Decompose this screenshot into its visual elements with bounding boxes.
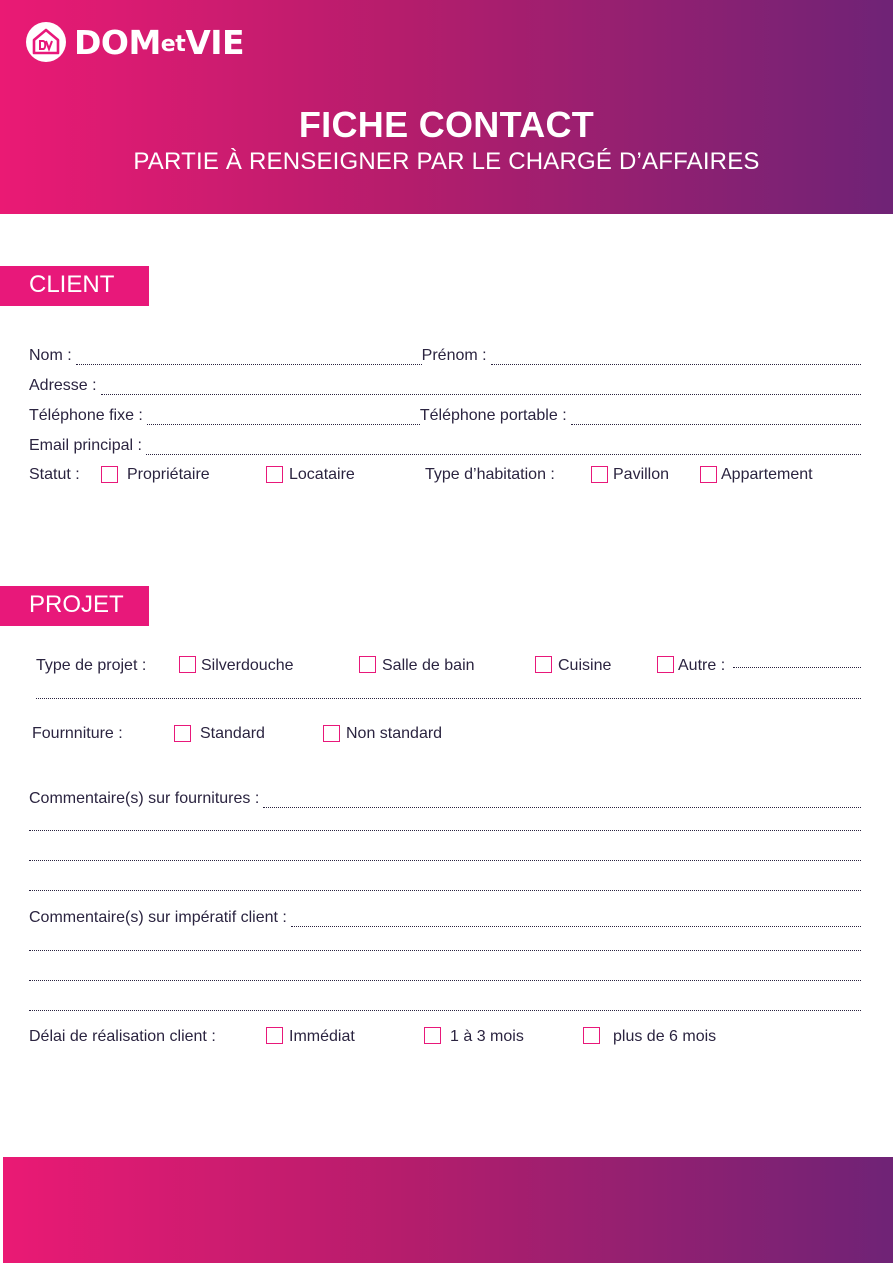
immediat-label: Immédiat (289, 1028, 355, 1045)
header-banner (0, 0, 893, 214)
type-projet-label: Type de projet : (36, 657, 147, 674)
checkbox-autre[interactable] (657, 656, 674, 673)
pavillon-label: Pavillon (613, 466, 670, 483)
checkbox-non-standard[interactable] (323, 725, 340, 742)
delai-label: Délai de réalisation client : (29, 1028, 216, 1045)
type-projet-extra-line[interactable] (36, 698, 861, 699)
checkbox-immediat[interactable] (266, 1027, 283, 1044)
standard-label: Standard (200, 725, 265, 742)
commentaire-imperatif-field[interactable] (291, 912, 861, 927)
cuisine-label: Cuisine (558, 657, 612, 674)
tel-fixe-field[interactable] (147, 410, 420, 425)
commentaire-fournitures-row (29, 786, 861, 808)
commentaire-fournitures-label: Commentaire(s) sur fournitures : (29, 790, 260, 807)
checkbox-silverdouche[interactable] (179, 656, 196, 673)
nom-label: Nom : (29, 347, 72, 364)
page-title: FICHE CONTACT (298, 104, 595, 145)
locataire-label: Locataire (289, 466, 355, 483)
appartement-label: Appartement (721, 466, 813, 483)
tel-portable-field[interactable] (571, 410, 861, 425)
checkbox-pavillon[interactable] (591, 466, 608, 483)
nom-field[interactable] (76, 350, 422, 365)
logo-text: DOMetVIE (74, 22, 245, 62)
email-field[interactable] (146, 440, 861, 455)
prenom-label: Prénom : (421, 347, 487, 364)
brand-logo (26, 19, 244, 65)
checkbox-salle-de-bain[interactable] (359, 656, 376, 673)
adresse-field[interactable] (101, 380, 861, 395)
statut-label: Statut : (29, 466, 80, 483)
habitation-label: Type d’habitation : (425, 466, 555, 483)
checkbox-plus-de-6-mois[interactable] (583, 1027, 600, 1044)
commentaire-fournitures-line-3[interactable] (29, 860, 861, 861)
section-tab-projet: PROJET (0, 586, 149, 626)
commentaire-imperatif-label: Commentaire(s) sur impératif client : (29, 909, 287, 926)
commentaire-imperatif-line-2[interactable] (29, 950, 861, 951)
section-tab-client: CLIENT (0, 266, 149, 306)
silverdouche-label: Silverdouche (201, 657, 294, 674)
prenom-field[interactable] (491, 350, 861, 365)
autre-field[interactable] (733, 667, 861, 668)
page-subtitle: PARTIE À RENSEIGNER PAR LE CHARGÉ D’AFFAIRES (133, 148, 760, 175)
commentaire-fournitures-line-2[interactable] (29, 830, 861, 831)
commentaire-fournitures-line-4[interactable] (29, 890, 861, 891)
salle-de-bain-label: Salle de bain (382, 657, 475, 674)
fourniture-label: Fournniture : (32, 725, 123, 742)
email-row (29, 433, 861, 455)
autre-label: Autre : (678, 657, 726, 674)
commentaire-imperatif-line-3[interactable] (29, 980, 861, 981)
commentaire-imperatif-line-4[interactable] (29, 1010, 861, 1011)
commentaire-fournitures-field[interactable] (263, 793, 861, 808)
non-standard-label: Non standard (346, 725, 443, 742)
house-logo-icon (26, 22, 66, 62)
telephone-row (29, 403, 861, 425)
checkbox-1-a-3-mois[interactable] (424, 1027, 441, 1044)
tel-fixe-label: Téléphone fixe : (29, 407, 143, 424)
adresse-row (29, 373, 861, 395)
checkbox-cuisine[interactable] (535, 656, 552, 673)
tel-portable-label: Téléphone portable : (419, 407, 567, 424)
checkbox-appartement[interactable] (700, 466, 717, 483)
checkbox-standard[interactable] (174, 725, 191, 742)
email-label: Email principal : (29, 437, 142, 454)
1-a-3-mois-label: 1 à 3 mois (450, 1028, 524, 1045)
checkbox-locataire[interactable] (266, 466, 283, 483)
plus-de-6-mois-label: plus de 6 mois (613, 1028, 717, 1045)
footer-banner (3, 1157, 893, 1263)
proprietaire-label: Propriétaire (127, 466, 210, 483)
checkbox-proprietaire[interactable] (101, 466, 118, 483)
nom-prenom-row (29, 343, 861, 365)
commentaire-imperatif-row (29, 905, 861, 927)
adresse-label: Adresse : (29, 377, 97, 394)
